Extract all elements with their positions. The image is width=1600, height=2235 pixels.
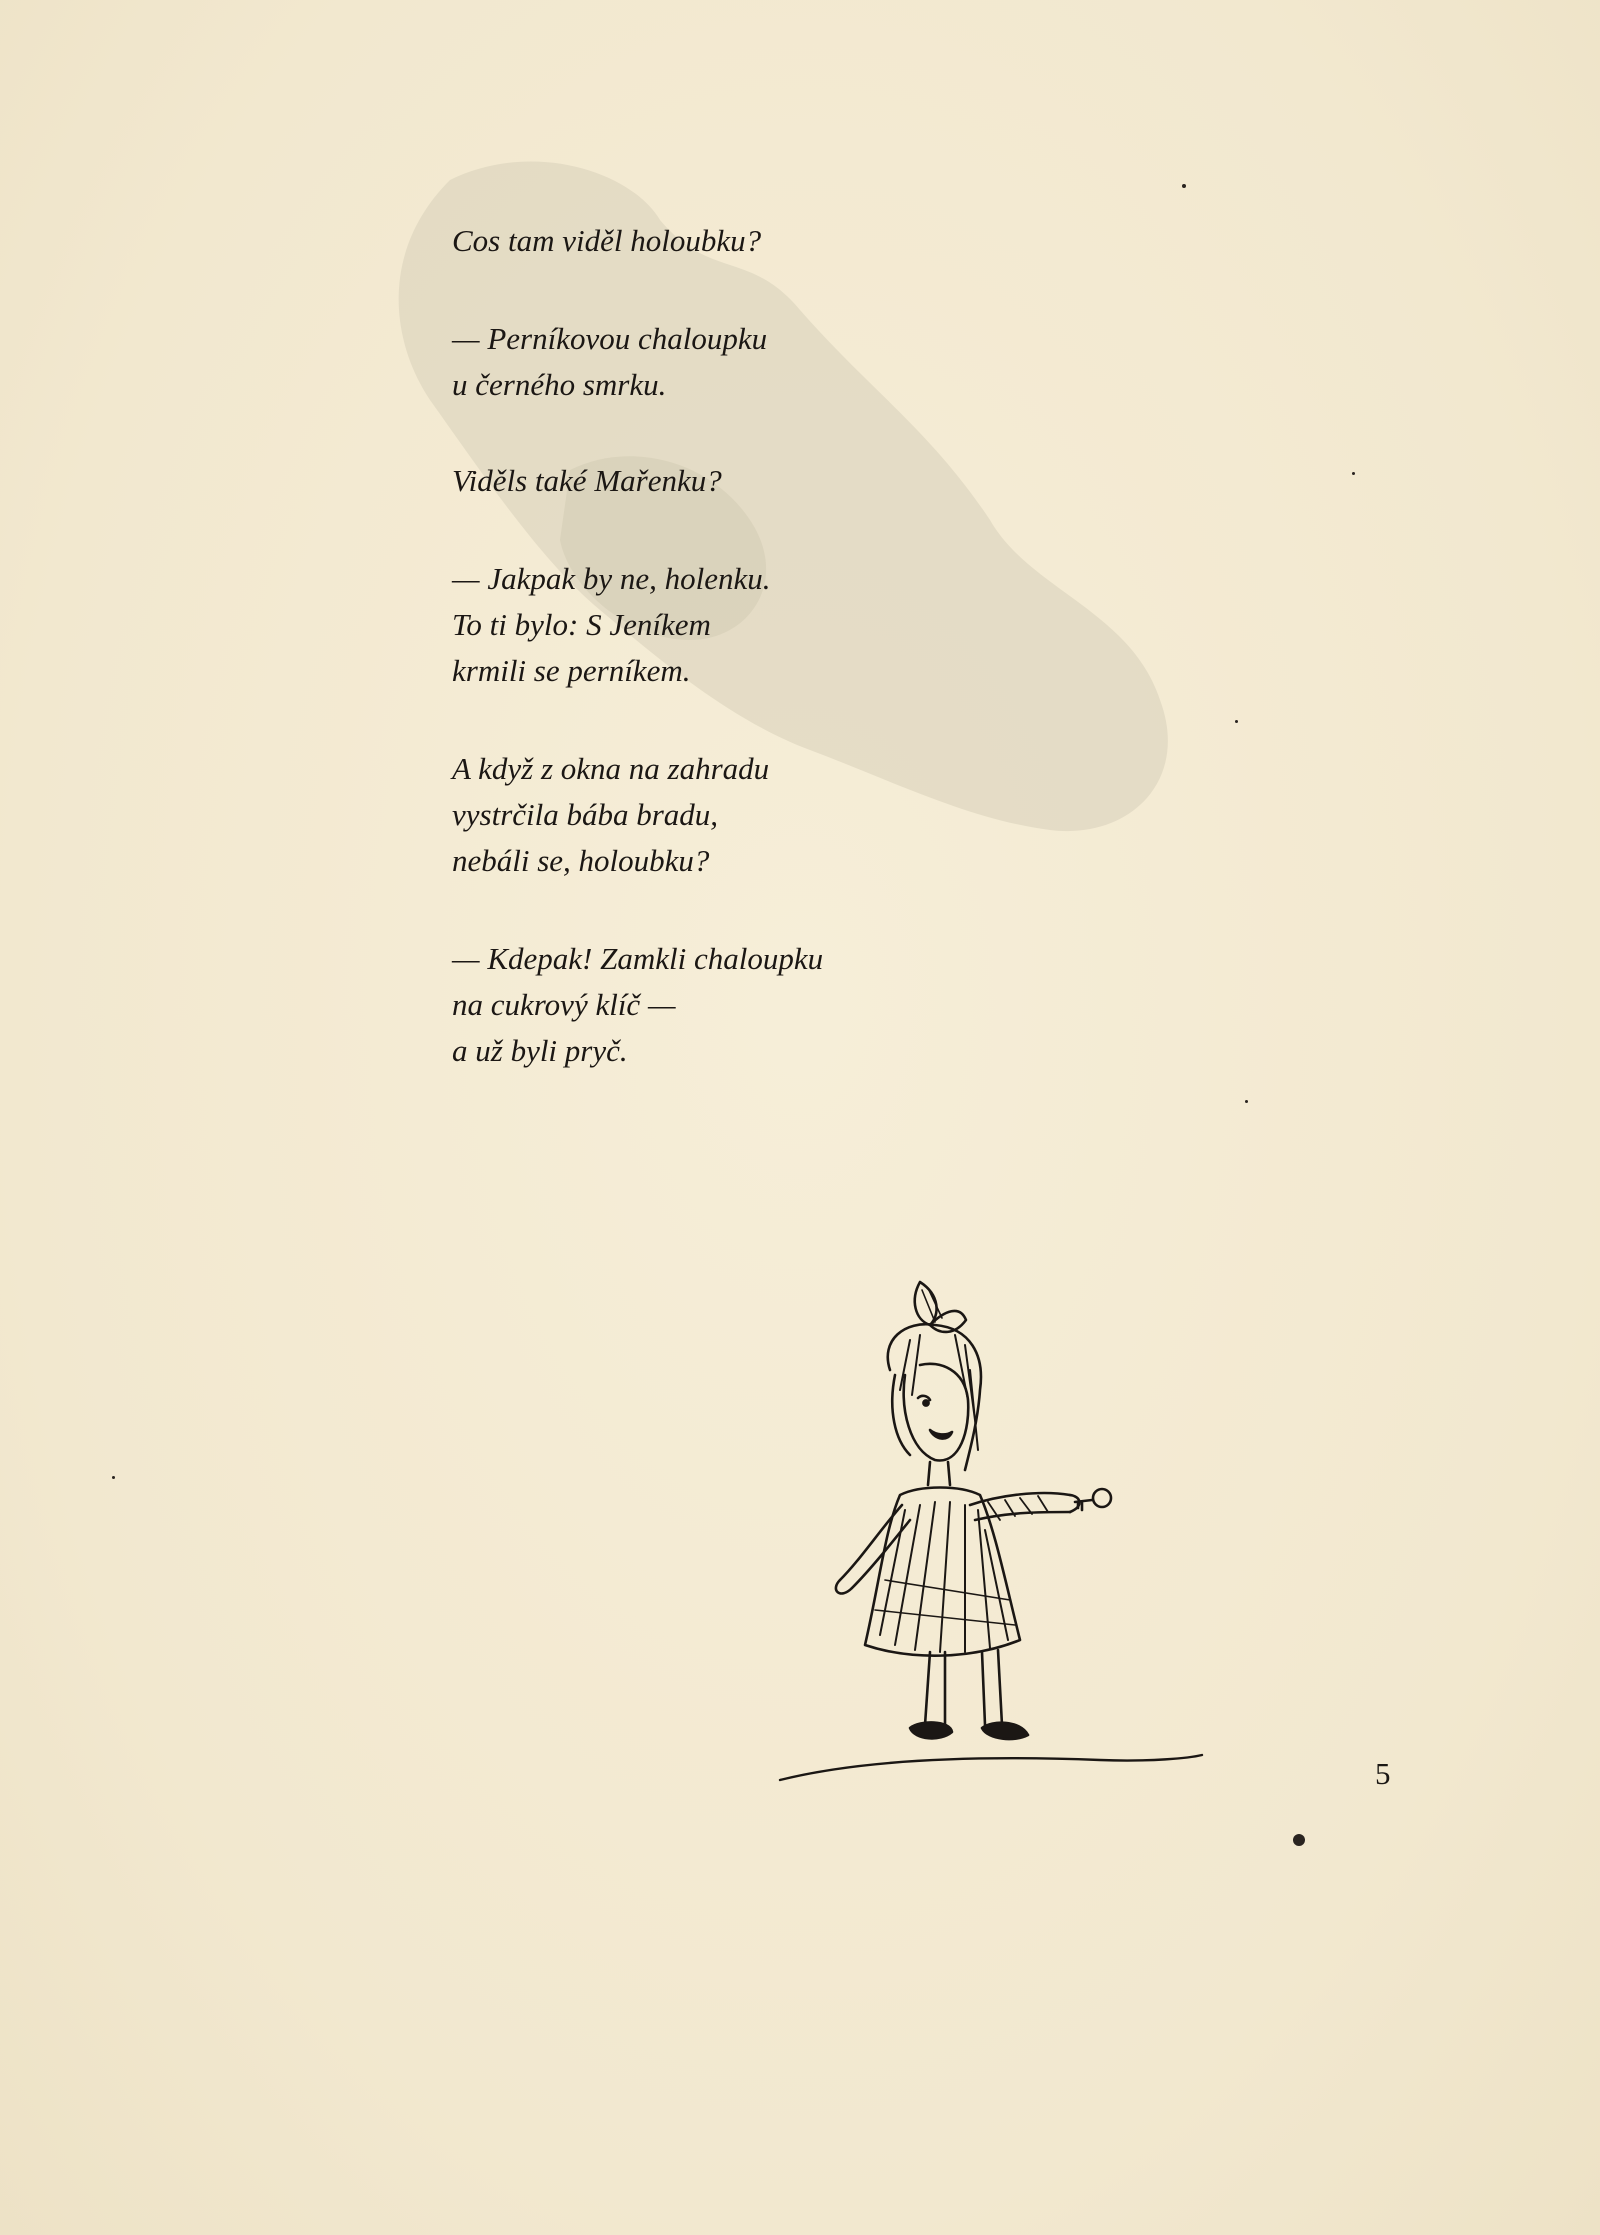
poem-line: Cos tam viděl holoubku?	[452, 223, 762, 258]
ink-speck	[1245, 1100, 1248, 1103]
page-number: 5	[1375, 1756, 1391, 1791]
poem-line: nebáli se, holoubku?	[452, 843, 710, 878]
stanza-4	[452, 556, 1152, 694]
stanza-6	[452, 936, 1152, 1074]
ink-speck	[1182, 184, 1186, 188]
poem-line: u černého smrku.	[452, 367, 667, 402]
poem-line: — Kdepak! Zamkli chaloupku	[452, 941, 824, 976]
poem-line: — Jakpak by ne, holenku.	[452, 561, 771, 596]
stanza-3	[452, 458, 1152, 504]
poem	[452, 218, 1152, 1126]
poem-line: — Perníkovou chaloupku	[452, 321, 768, 356]
stanza-2	[452, 316, 1152, 408]
stanza-5	[452, 746, 1152, 884]
poem-line: na cukrový klíč —	[452, 987, 676, 1022]
ink-speck	[1293, 1834, 1305, 1846]
ink-speck	[112, 1476, 115, 1479]
poem-line: Viděls také Mařenku?	[452, 463, 722, 498]
poem-line: To ti bylo: S Jeníkem	[452, 607, 711, 642]
poem-line: a už byli pryč.	[452, 1033, 628, 1068]
stanza-1	[452, 218, 1152, 264]
poem-line: vystrčila bába bradu,	[452, 797, 719, 832]
poem-line: A když z okna na zahradu	[452, 751, 770, 786]
girl-illustration	[770, 1280, 1210, 1830]
poem-line: krmili se perníkem.	[452, 653, 691, 688]
ink-speck	[1235, 720, 1238, 723]
ink-speck	[1352, 472, 1355, 475]
